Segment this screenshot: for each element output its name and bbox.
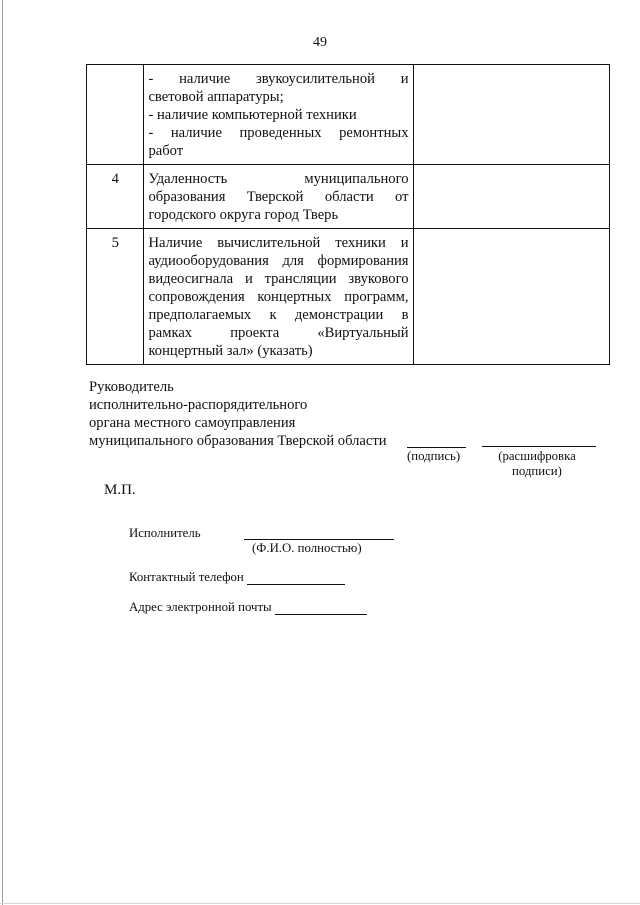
description-line: видеосигнала и трансляции звукового: [148, 271, 409, 287]
email-row: [129, 599, 367, 615]
phone-label: Контактный телефон: [129, 570, 244, 584]
signature-block: [89, 378, 387, 450]
phone-field[interactable]: [247, 569, 345, 585]
stamp-place: М.П.: [104, 482, 136, 498]
description-line: сопровождения концертных программ,: [148, 289, 409, 305]
description-line: - наличие звукоусилительной и: [148, 71, 409, 87]
row-description: [144, 165, 413, 229]
page-edge: [2, 0, 3, 905]
table-row: [87, 165, 610, 229]
signature-field[interactable]: [407, 447, 466, 448]
signature-decoding-field[interactable]: [482, 446, 596, 447]
email-label: Адрес электронной почты: [129, 600, 272, 614]
criteria-table: [86, 64, 610, 365]
description-line: концертный зал» (указать): [148, 343, 313, 359]
description-line: аудиооборудования для формирования: [148, 253, 409, 269]
description-line: Наличие вычислительной техники и: [148, 235, 409, 251]
description-line: световой аппаратуры;: [148, 89, 284, 105]
description-line: - наличие проведенных ремонтных: [148, 125, 409, 141]
row-number: 5: [87, 229, 144, 365]
description-line: работ: [148, 143, 184, 159]
description-line: - наличие компьютерной техники: [148, 107, 357, 123]
executor-label: Исполнитель: [129, 526, 201, 540]
signature-caption: (подпись): [407, 449, 461, 463]
description-line: городского округа город Тверь: [148, 207, 339, 223]
row-value: [413, 65, 609, 165]
row-value: [413, 229, 609, 365]
signatory-line: Руководитель: [89, 379, 174, 395]
table-row: [87, 65, 610, 165]
phone-row: [129, 569, 345, 585]
executor-caption: (Ф.И.О. полностью): [252, 541, 362, 555]
decoding-caption: (расшифровка подписи): [498, 449, 576, 478]
table-row: [87, 229, 610, 365]
description-line: образования Тверской области от: [148, 189, 409, 205]
row-number: [87, 65, 144, 165]
executor-name-field[interactable]: [244, 539, 394, 540]
row-description: [144, 229, 413, 365]
signatory-line: органа местного самоуправления: [89, 415, 296, 431]
description-line: предполагаемых к демонстрации в: [148, 307, 409, 323]
page-edge-bottom: [0, 903, 640, 904]
page-number: 49: [313, 35, 327, 50]
signatory-line: муниципального образования Тверской области: [89, 433, 387, 449]
description-line: рамках проекта «Виртуальный: [148, 325, 409, 341]
description-line: Удаленность муниципального: [148, 171, 409, 187]
row-description: [144, 65, 413, 165]
email-field[interactable]: [275, 599, 367, 615]
signatory-line: исполнительно-распорядительного: [89, 397, 308, 413]
row-number: 4: [87, 165, 144, 229]
row-value: [413, 165, 609, 229]
